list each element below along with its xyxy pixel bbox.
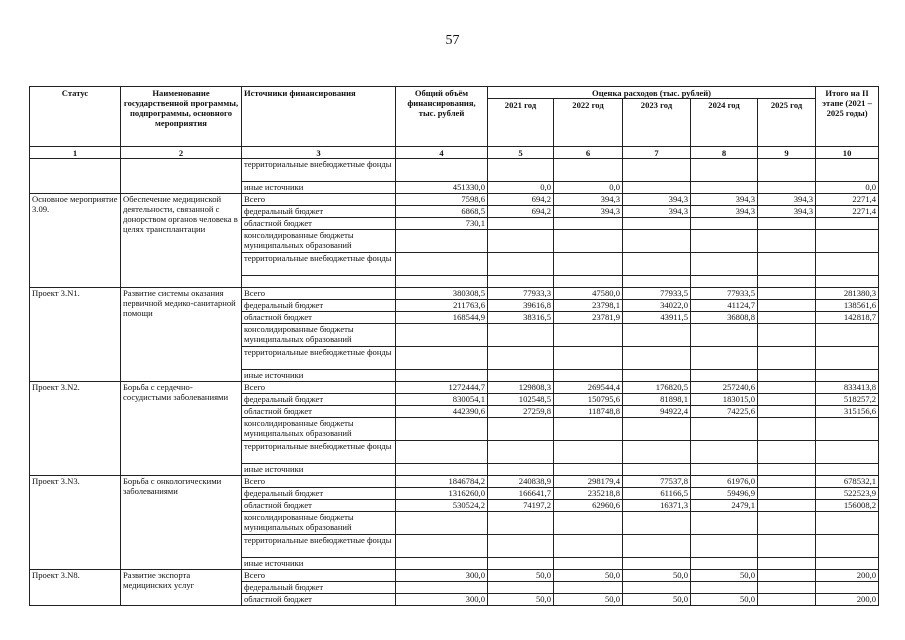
amount-cell: 300,0 — [396, 570, 488, 582]
amount-cell: 1846784,2 — [396, 476, 488, 488]
amount-cell: 23781,9 — [554, 312, 623, 324]
amount-cell: 451330,0 — [396, 182, 488, 194]
amount-cell: 50,0 — [691, 570, 758, 582]
amount-cell — [758, 382, 816, 394]
amount-cell — [623, 253, 691, 276]
amount-cell: 166641,7 — [488, 488, 554, 500]
amount-cell: 269544,4 — [554, 382, 623, 394]
amount-cell — [554, 512, 623, 535]
column-number: 3 — [242, 147, 396, 159]
amount-cell — [623, 558, 691, 570]
amount-cell: 34022,0 — [623, 300, 691, 312]
amount-cell: 0,0 — [488, 182, 554, 194]
amount-cell — [554, 230, 623, 253]
amount-cell: 394,3 — [758, 206, 816, 218]
amount-cell — [691, 441, 758, 464]
funding-source: Всего — [242, 382, 396, 394]
amount-cell — [758, 476, 816, 488]
amount-cell: 522523,9 — [816, 488, 879, 500]
amount-cell: 394,3 — [758, 194, 816, 206]
funding-source: иные источники — [242, 558, 396, 570]
status-cell: Проект 3.N1. — [30, 288, 121, 382]
amount-cell: 47580,0 — [554, 288, 623, 300]
amount-cell — [554, 324, 623, 347]
amount-cell — [758, 570, 816, 582]
amount-cell — [691, 512, 758, 535]
amount-cell — [758, 582, 816, 594]
amount-cell: 77537,8 — [623, 476, 691, 488]
amount-cell: 168544,9 — [396, 312, 488, 324]
amount-cell: 518257,2 — [816, 394, 879, 406]
status-cell: Основное мероприятие 3.09. — [30, 194, 121, 288]
amount-cell — [816, 512, 879, 535]
amount-cell: 2271,4 — [816, 194, 879, 206]
amount-cell — [758, 512, 816, 535]
amount-cell: 77933,3 — [488, 288, 554, 300]
amount-cell: 394,3 — [554, 194, 623, 206]
amount-cell: 138561,6 — [816, 300, 879, 312]
amount-cell: 394,3 — [554, 206, 623, 218]
amount-cell — [816, 558, 879, 570]
amount-cell: 678532,1 — [816, 476, 879, 488]
amount-cell — [758, 230, 816, 253]
funding-source: федеральный бюджет — [242, 582, 396, 594]
amount-cell — [396, 512, 488, 535]
amount-cell: 730,1 — [396, 218, 488, 230]
amount-cell: 50,0 — [554, 594, 623, 606]
amount-cell: 77933,5 — [691, 288, 758, 300]
amount-cell — [396, 276, 488, 288]
funding-source: федеральный бюджет — [242, 300, 396, 312]
amount-cell — [623, 159, 691, 182]
amount-cell: 200,0 — [816, 570, 879, 582]
status-cell: Проект 3.N2. — [30, 382, 121, 476]
amount-cell — [554, 535, 623, 558]
amount-cell: 394,3 — [623, 194, 691, 206]
amount-cell — [488, 276, 554, 288]
amount-cell: 2479,1 — [691, 500, 758, 512]
amount-cell: 394,3 — [623, 206, 691, 218]
amount-cell: 1316260,0 — [396, 488, 488, 500]
amount-cell — [758, 406, 816, 418]
amount-cell: 281380,3 — [816, 288, 879, 300]
header-year: 2025 год — [758, 99, 816, 147]
funding-source: Всего — [242, 194, 396, 206]
amount-cell — [816, 253, 879, 276]
amount-cell — [758, 182, 816, 194]
funding-source: иные источники — [242, 464, 396, 476]
amount-cell: 315156,6 — [816, 406, 879, 418]
amount-cell — [816, 418, 879, 441]
column-number: 9 — [758, 147, 816, 159]
amount-cell — [691, 324, 758, 347]
amount-cell — [623, 324, 691, 347]
funding-source: областной бюджет — [242, 406, 396, 418]
amount-cell — [488, 558, 554, 570]
amount-cell — [488, 230, 554, 253]
amount-cell — [691, 582, 758, 594]
amount-cell — [758, 535, 816, 558]
amount-cell — [816, 582, 879, 594]
amount-cell: 23798,1 — [554, 300, 623, 312]
header-year: 2022 год — [554, 99, 623, 147]
amount-cell: 27259,8 — [488, 406, 554, 418]
column-number: 4 — [396, 147, 488, 159]
column-number: 6 — [554, 147, 623, 159]
funding-source: иные источники — [242, 370, 396, 382]
amount-cell — [758, 347, 816, 370]
amount-cell — [758, 324, 816, 347]
amount-cell — [691, 347, 758, 370]
amount-cell: 694,2 — [488, 206, 554, 218]
status-cell: Проект 3.N8. — [30, 570, 121, 606]
funding-source: областной бюджет — [242, 312, 396, 324]
amount-cell: 150795,6 — [554, 394, 623, 406]
funding-source: областной бюджет — [242, 594, 396, 606]
amount-cell — [691, 218, 758, 230]
amount-cell — [488, 159, 554, 182]
amount-cell — [691, 558, 758, 570]
amount-cell — [396, 558, 488, 570]
amount-cell — [816, 370, 879, 382]
amount-cell — [691, 370, 758, 382]
amount-cell: 118748,8 — [554, 406, 623, 418]
amount-cell: 62960,6 — [554, 500, 623, 512]
funding-source: консолидированные бюджеты муниципальных образований — [242, 324, 396, 347]
column-number: 10 — [816, 147, 879, 159]
amount-cell — [396, 370, 488, 382]
amount-cell — [554, 558, 623, 570]
amount-cell — [758, 218, 816, 230]
financing-table — [29, 86, 879, 606]
amount-cell — [488, 464, 554, 476]
amount-cell — [623, 512, 691, 535]
amount-cell — [396, 347, 488, 370]
amount-cell: 6868,5 — [396, 206, 488, 218]
program-name-cell — [121, 159, 242, 194]
amount-cell — [691, 230, 758, 253]
amount-cell: 38316,5 — [488, 312, 554, 324]
amount-cell — [396, 253, 488, 276]
amount-cell — [554, 276, 623, 288]
amount-cell: 211763,6 — [396, 300, 488, 312]
header-status: Статус — [30, 87, 121, 147]
funding-source: территориальные внебюджетные фонды — [242, 347, 396, 370]
column-number: 5 — [488, 147, 554, 159]
funding-source: федеральный бюджет — [242, 488, 396, 500]
funding-source: федеральный бюджет — [242, 394, 396, 406]
column-number-row — [30, 147, 879, 159]
table-row — [30, 288, 879, 300]
amount-cell — [554, 418, 623, 441]
amount-cell — [623, 582, 691, 594]
amount-cell — [396, 535, 488, 558]
amount-cell: 300,0 — [396, 594, 488, 606]
amount-cell — [816, 230, 879, 253]
table-row — [30, 570, 879, 582]
program-name-cell: Борьба с онкологическими заболеваниями — [121, 476, 242, 570]
program-name-cell: Развитие экспорта медицинских услуг — [121, 570, 242, 606]
status-cell: Проект 3.N3. — [30, 476, 121, 570]
amount-cell — [396, 441, 488, 464]
program-name-cell: Обеспечение медицинской деятельности, связанной с донорством органов человека в целях трансплантации — [121, 194, 242, 288]
column-number: 1 — [30, 147, 121, 159]
amount-cell — [623, 347, 691, 370]
amount-cell — [691, 159, 758, 182]
amount-cell — [691, 253, 758, 276]
amount-cell: 394,3 — [691, 194, 758, 206]
funding-source: территориальные внебюджетные фонды — [242, 253, 396, 276]
funding-source: областной бюджет — [242, 500, 396, 512]
amount-cell: 50,0 — [623, 570, 691, 582]
amount-cell: 2271,4 — [816, 206, 879, 218]
amount-cell: 102548,5 — [488, 394, 554, 406]
funding-source: Всего — [242, 288, 396, 300]
table-row — [30, 382, 879, 394]
amount-cell — [816, 535, 879, 558]
funding-source: Всего — [242, 570, 396, 582]
amount-cell — [554, 253, 623, 276]
amount-cell: 235218,8 — [554, 488, 623, 500]
column-number: 2 — [121, 147, 242, 159]
amount-cell — [623, 230, 691, 253]
header-itogo: Итого на II этапе (2021 – 2025 годы) — [816, 87, 879, 147]
amount-cell — [623, 218, 691, 230]
amount-cell — [396, 324, 488, 347]
table-row — [30, 194, 879, 206]
amount-cell: 240838,9 — [488, 476, 554, 488]
amount-cell — [623, 464, 691, 476]
amount-cell — [816, 347, 879, 370]
amount-cell: 442390,6 — [396, 406, 488, 418]
funding-source: федеральный бюджет — [242, 206, 396, 218]
amount-cell: 50,0 — [488, 594, 554, 606]
funding-source: территориальные внебюджетные фонды — [242, 441, 396, 464]
header-total: Общий объём финансирования, тыс. рублей — [396, 87, 488, 147]
amount-cell: 830054,1 — [396, 394, 488, 406]
table-row — [30, 476, 879, 488]
amount-cell — [554, 218, 623, 230]
amount-cell: 1272444,7 — [396, 382, 488, 394]
header-year: 2023 год — [623, 99, 691, 147]
table-row — [30, 159, 879, 182]
amount-cell — [396, 464, 488, 476]
program-name-cell: Развитие системы оказания первичной медико-санитарной помощи — [121, 288, 242, 382]
amount-cell — [488, 441, 554, 464]
amount-cell: 142818,7 — [816, 312, 879, 324]
amount-cell: 50,0 — [691, 594, 758, 606]
amount-cell — [488, 512, 554, 535]
amount-cell — [758, 464, 816, 476]
amount-cell — [554, 464, 623, 476]
amount-cell — [816, 441, 879, 464]
amount-cell: 74225,6 — [691, 406, 758, 418]
header-program-name: Наименование государственной программы, подпрограммы, основного мероприятия — [121, 87, 242, 147]
header-estimate: Оценка расходов (тыс. рублей) — [488, 87, 816, 99]
amount-cell — [554, 582, 623, 594]
funding-source: территориальные внебюджетные фонды — [242, 535, 396, 558]
amount-cell — [758, 253, 816, 276]
amount-cell — [758, 488, 816, 500]
amount-cell — [623, 370, 691, 382]
amount-cell — [488, 418, 554, 441]
amount-cell: 257240,6 — [691, 382, 758, 394]
amount-cell: 50,0 — [554, 570, 623, 582]
amount-cell — [396, 230, 488, 253]
amount-cell — [488, 218, 554, 230]
amount-cell — [488, 347, 554, 370]
amount-cell: 61166,5 — [623, 488, 691, 500]
amount-cell — [623, 418, 691, 441]
amount-cell — [691, 418, 758, 441]
amount-cell — [554, 347, 623, 370]
amount-cell — [816, 159, 879, 182]
amount-cell: 59496,9 — [691, 488, 758, 500]
amount-cell: 50,0 — [488, 570, 554, 582]
amount-cell: 94922,4 — [623, 406, 691, 418]
header-sources: Источники финансирования — [242, 87, 396, 147]
amount-cell — [396, 159, 488, 182]
amount-cell — [691, 535, 758, 558]
amount-cell — [623, 441, 691, 464]
amount-cell: 7598,6 — [396, 194, 488, 206]
funding-source: иные источники — [242, 182, 396, 194]
amount-cell: 16371,3 — [623, 500, 691, 512]
amount-cell: 0,0 — [554, 182, 623, 194]
amount-cell: 43911,5 — [623, 312, 691, 324]
funding-source: территориальные внебюджетные фонды — [242, 159, 396, 182]
status-cell — [30, 159, 121, 194]
amount-cell — [488, 535, 554, 558]
amount-cell: 530524,2 — [396, 500, 488, 512]
funding-source: консолидированные бюджеты муниципальных образований — [242, 418, 396, 441]
amount-cell — [554, 441, 623, 464]
amount-cell: 77933,5 — [623, 288, 691, 300]
amount-cell — [623, 276, 691, 288]
amount-cell — [758, 500, 816, 512]
amount-cell — [488, 370, 554, 382]
column-number: 7 — [623, 147, 691, 159]
amount-cell: 61976,0 — [691, 476, 758, 488]
amount-cell: 176820,5 — [623, 382, 691, 394]
amount-cell: 694,2 — [488, 194, 554, 206]
amount-cell: 39616,8 — [488, 300, 554, 312]
amount-cell: 74197,2 — [488, 500, 554, 512]
amount-cell — [758, 394, 816, 406]
header-year: 2024 год — [691, 99, 758, 147]
amount-cell: 41124,7 — [691, 300, 758, 312]
amount-cell — [758, 370, 816, 382]
amount-cell — [488, 324, 554, 347]
amount-cell — [758, 558, 816, 570]
amount-cell: 36808,8 — [691, 312, 758, 324]
funding-source: Всего — [242, 476, 396, 488]
amount-cell — [758, 276, 816, 288]
amount-cell: 129808,3 — [488, 382, 554, 394]
amount-cell — [758, 159, 816, 182]
funding-source: консолидированные бюджеты муниципальных образований — [242, 230, 396, 253]
amount-cell — [554, 159, 623, 182]
header-year: 2021 год — [488, 99, 554, 147]
amount-cell — [758, 312, 816, 324]
amount-cell — [758, 418, 816, 441]
amount-cell: 380308,5 — [396, 288, 488, 300]
amount-cell — [691, 182, 758, 194]
program-name-cell: Борьба с сердечно-сосудистыми заболеваниями — [121, 382, 242, 476]
amount-cell — [816, 464, 879, 476]
amount-cell: 394,3 — [691, 206, 758, 218]
amount-cell — [396, 418, 488, 441]
page-number: 57 — [445, 33, 460, 48]
amount-cell: 50,0 — [623, 594, 691, 606]
funding-source: областной бюджет — [242, 218, 396, 230]
amount-cell: 298179,4 — [554, 476, 623, 488]
amount-cell — [691, 464, 758, 476]
amount-cell — [554, 370, 623, 382]
amount-cell — [396, 582, 488, 594]
amount-cell — [758, 288, 816, 300]
amount-cell — [758, 300, 816, 312]
funding-source — [242, 276, 396, 288]
amount-cell — [816, 324, 879, 347]
amount-cell — [623, 182, 691, 194]
amount-cell: 200,0 — [816, 594, 879, 606]
amount-cell — [488, 582, 554, 594]
funding-source: консолидированные бюджеты муниципальных образований — [242, 512, 396, 535]
amount-cell — [623, 535, 691, 558]
amount-cell — [758, 594, 816, 606]
amount-cell: 183015,0 — [691, 394, 758, 406]
amount-cell: 156008,2 — [816, 500, 879, 512]
amount-cell — [758, 441, 816, 464]
amount-cell: 0,0 — [816, 182, 879, 194]
amount-cell — [816, 218, 879, 230]
amount-cell — [816, 276, 879, 288]
amount-cell — [691, 276, 758, 288]
amount-cell: 81898,1 — [623, 394, 691, 406]
amount-cell — [488, 253, 554, 276]
column-number: 8 — [691, 147, 758, 159]
amount-cell: 833413,8 — [816, 382, 879, 394]
